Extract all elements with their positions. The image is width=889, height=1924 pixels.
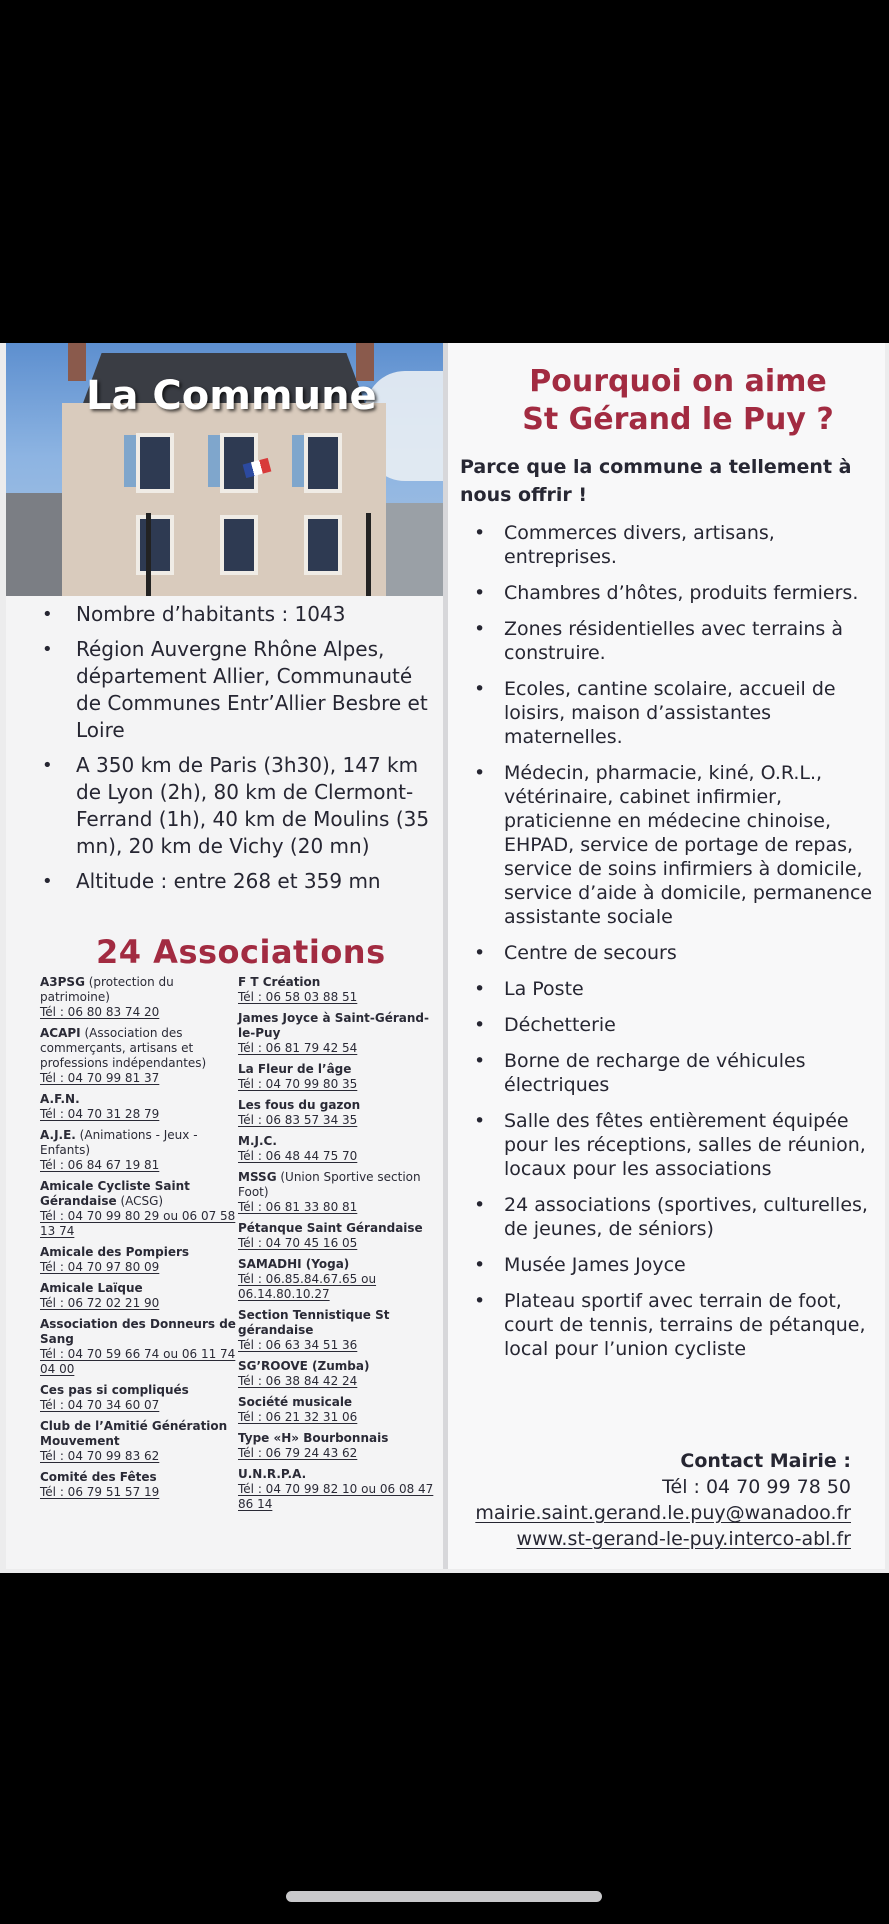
association-item: Amicale Laïque Tél : 06 72 02 21 90 (40, 1281, 160, 1310)
association-item: Association des Donneurs de Sang Tél : 04 70 59 66 74 ou 06 11 74 04 00 (40, 1317, 236, 1376)
leaflet (0, 343, 889, 1573)
left-panel (6, 343, 443, 1569)
association-item: Les fous du gazon Tél : 06 83 57 34 35 (238, 1098, 361, 1127)
amenity-item: • Salle des fêtes entièrement équipée pour les réceptions, salles de réunion, locaux pour les associations (470, 1109, 880, 1181)
home-indicator[interactable] (286, 1891, 602, 1902)
amenity-item: • Médecin, pharmacie, kiné, O.R.L., vétérinaire, cabinet infirmier, praticienne en médecine chinoise, EHPAD, service de portage de repas, service de soins infirmiers à domicile, service d’aide à domicile, permanence assistante sociale (470, 761, 880, 929)
fact-region: • Région Auvergne Rhône Alpes, département Allier, Communauté de Communes Entr’Allier Besbre et Loire (36, 636, 436, 744)
amenity-item: • Centre de secours (470, 941, 880, 965)
association-item: Section Tennistique St gérandaise Tél : 06 63 34 51 36 (238, 1308, 390, 1352)
town-hall-photo (6, 343, 443, 596)
amenity-item: • Déchetterie (470, 1013, 880, 1037)
amenity-item: • Musée James Joyce (470, 1253, 880, 1277)
association-item: Comité des Fêtes Tél : 06 79 51 57 19 (40, 1470, 160, 1499)
page-title: La Commune (86, 373, 377, 419)
association-item: Amicale des Pompiers Tél : 04 70 97 80 09 (40, 1245, 190, 1274)
amenity-item: • Zones résidentielles avec terrains à construire. (470, 617, 880, 665)
association-item: Club de l’Amitié Génération Mouvement Tél : 04 70 99 83 62 (40, 1419, 228, 1463)
facts-list (36, 601, 436, 903)
association-item: ACAPI (Association des commerçants, artisans et professions indépendantes) Tél : 04 70 99 81 37 (40, 1026, 207, 1085)
association-item: A.J.E. (Animations - Jeux - Enfants) Tél : 06 84 67 19 81 (40, 1128, 198, 1172)
amenity-item: • Borne de recharge de véhicules électriques (470, 1049, 880, 1097)
association-item: Pétanque Saint Gérandaise Tél : 04 70 45 16 05 (238, 1221, 423, 1250)
association-item: A3PSG (protection du patrimoine) Tél : 06 80 83 74 20 (40, 975, 174, 1019)
associations-heading: 24 Associations (96, 933, 386, 971)
fact-altitude: • Altitude : entre 268 et 359 mn (36, 868, 436, 895)
amenity-item: • Commerces divers, artisans, entreprises. (470, 521, 880, 569)
why-title-line-2: St Gérand le Puy ? (522, 402, 834, 437)
amenity-item: • Plateau sportif avec terrain de foot, court de tennis, terrains de pétanque, local pour l’union cycliste (470, 1289, 880, 1361)
associations-column-1 (40, 975, 240, 1506)
why-title (508, 363, 848, 439)
amenity-item: • 24 associations (sportives, culturelles, de jeunes, de séniors) (470, 1193, 880, 1241)
intro-text: Parce que la commune a tellement à nous offrir ! (460, 456, 852, 506)
contact-block (475, 1448, 851, 1552)
association-item: James Joyce à Saint-Gérand-le-Puy Tél : 06 81 79 42 54 (238, 1011, 429, 1055)
association-item: SAMADHI (Yoga) Tél : 06.85.84.67.65 ou 06.14.80.10.27 (238, 1257, 377, 1301)
association-item: Société musicale Tél : 06 21 32 31 06 (238, 1395, 358, 1424)
association-item: Ces pas si compliqués Tél : 04 70 34 60 07 (40, 1383, 189, 1412)
contact-email-link[interactable]: mairie.saint.gerand.le.puy@wanadoo.fr (475, 1502, 851, 1524)
contact-phone: Tél : 04 70 99 78 50 (662, 1476, 851, 1498)
association-item: MSSG (Union Sportive section Foot) Tél : 06 81 33 80 81 (238, 1170, 421, 1214)
association-item: F T Création Tél : 06 58 03 88 51 (238, 975, 358, 1004)
fact-distances: • A 350 km de Paris (3h30), 147 km de Lyon (2h), 80 km de Clermont-Ferrand (1h), 40 km de Moulins (35 mn), 20 km de Vichy (20 mn) (36, 752, 436, 860)
association-item: A.F.N. Tél : 04 70 31 28 79 (40, 1092, 160, 1121)
contact-title: Contact Mairie : (680, 1450, 851, 1472)
why-title-line-1: Pourquoi on aime (529, 364, 827, 399)
association-item: U.N.R.P.A. Tél : 04 70 99 82 10 ou 06 08 47 86 14 (238, 1467, 434, 1511)
fact-inhabitants: • Nombre d’habitants : 1043 (36, 601, 436, 628)
association-item: Type «H» Bourbonnais Tél : 06 79 24 43 62 (238, 1431, 389, 1460)
amenity-item: • La Poste (470, 977, 880, 1001)
association-item: M.J.C. Tél : 06 48 44 75 70 (238, 1134, 358, 1163)
amenities-list (470, 521, 880, 1373)
association-item: SG’ROOVE (Zumba) Tél : 06 38 84 42 24 (238, 1359, 370, 1388)
association-item: La Fleur de l’âge Tél : 04 70 99 80 35 (238, 1062, 358, 1091)
right-panel (448, 343, 885, 1569)
amenity-item: • Chambres d’hôtes, produits fermiers. (470, 581, 880, 605)
association-item: Amicale Cycliste Saint Gérandaise (ACSG) Tél : 04 70 99 80 29 ou 06 07 58 13 74 (40, 1179, 236, 1238)
associations-column-2 (238, 975, 438, 1518)
contact-website-link[interactable]: www.st-gerand-le-puy.interco-abl.fr (516, 1528, 851, 1550)
amenity-item: • Ecoles, cantine scolaire, accueil de loisirs, maison d’assistantes maternelles. (470, 677, 880, 749)
